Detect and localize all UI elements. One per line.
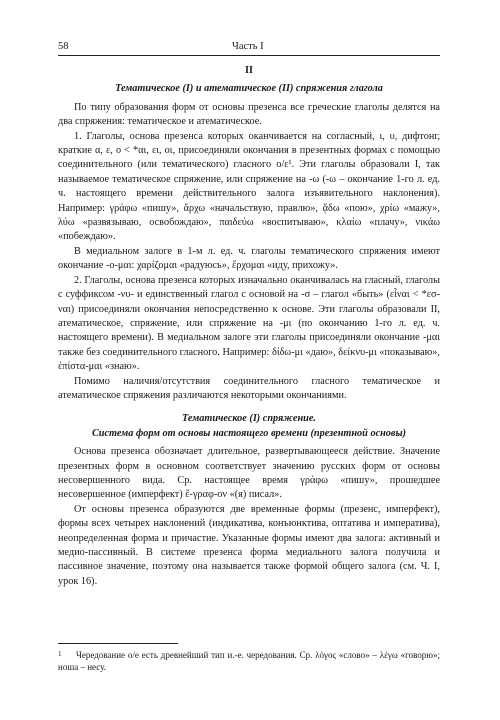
footnote — [58, 649, 440, 673]
paragraph: 1. Глаголы, основа презенса которых оканчивается на согласный, ι, υ, дифтонг, краткие α, ε, ο < *αι, ει, οι, присоединяли окончания в презентных формах с помощью соединительного (или тематического) гласного ο/ε¹. Эти глаголы образовали I, так называемое тематическое спряжение, или спряжение на -ω (-ω – окончание 1-го л. ед. ч. настоящего времени действительного залога изъявительного наклонения). Например: γράφω «пишу», ἄρχω «начальствую, правлю», ᾄδω «пою», χρίω «мажу», λύω «развязываю, освобождаю», παιδεύω «воспитываю», κλαίω «плачу», νικάω «побеждаю». — [58, 130, 440, 243]
paragraph: Помимо наличия/отсутствия соединительного гласного тематическое и атематическое спряжения различаются некоторыми окончаниями. — [58, 375, 440, 401]
section-heading: Тематическое (I) и атематическое (II) спряжения глагола — [115, 83, 383, 95]
paragraph: По типу образования форм от основы презенса все греческие глаголы делятся на два спряжения: тематическое и атематическое. — [58, 101, 440, 128]
section-numeral: II — [245, 65, 253, 76]
paragraph: В медиальном залоге в 1-м л. ед. ч. глаголы тематического спряжения имеют окончание -ο-μαι: χαρίζομαι «радуюсь», ἔρχομαι «иду, прихожу». — [58, 245, 440, 272]
paragraph: От основы презенса образуются две временные формы (презенс, имперфект), формы всех четырех наклонений (индикатива, конъюнктива, оптатива и императива), неопределенная форма и причастие. Указанные формы имеют два залога: активный и медио-пассивный. В системе презенса форма медиального залога получила и пассивное значение, поэтому она называется также формой общего залога (см. Ч. I, урок 16). — [58, 503, 440, 587]
paragraph: Основа презенса обозначает длительное, развертывающееся действие. Значение презентных форм в основном соответствует значению русских форм от основы несовершенного вида. Ср. настоящее время γράφω «пишу», прошедшее несовершенное (имперфект) ἔ-γραφ-ον «(я) писал». — [58, 446, 440, 501]
footnote-marker: 1 — [58, 650, 62, 658]
paragraph: 2. Глаголы, основа презенса которых изначально оканчивалась на гласный, глаголы с суффиксом -νυ- и единственный глагол с основой на -σ – глагол «быть» (εἶναι < *εσ-ναι) присоединяли окончания непосредственно к основе. Эти глаголы образовали II, атематическое, спряжение, или спряжение на -μι (по окончанию 1-го л. ед. ч. настоящего времени). В медиальном залоге эти глаголы присоединяли окончание -μαι также без соединительного гласного. Например: δίδω-μι «даю», δείκνυ-μι «показываю», ἐπίστα-μαι «знаю». — [58, 274, 440, 373]
footnote-text: Чередование о/е есть древнейший тип и.-е. чередования. Ср. λόγος «слово» – λέγω «говорю»; ноша – несу. — [58, 650, 440, 672]
running-header — [58, 41, 440, 56]
subsection-heading-line: Система форм от основы настоящего времени (презентной основы) — [91, 427, 407, 439]
subsection-heading-line: Тематическое (I) спряжение. — [182, 413, 316, 425]
page-number: 58 — [58, 41, 69, 52]
part-title: Часть I — [232, 41, 264, 52]
subsection-heading — [58, 412, 440, 441]
footnote-rule — [58, 643, 178, 644]
main-text — [58, 64, 440, 589]
